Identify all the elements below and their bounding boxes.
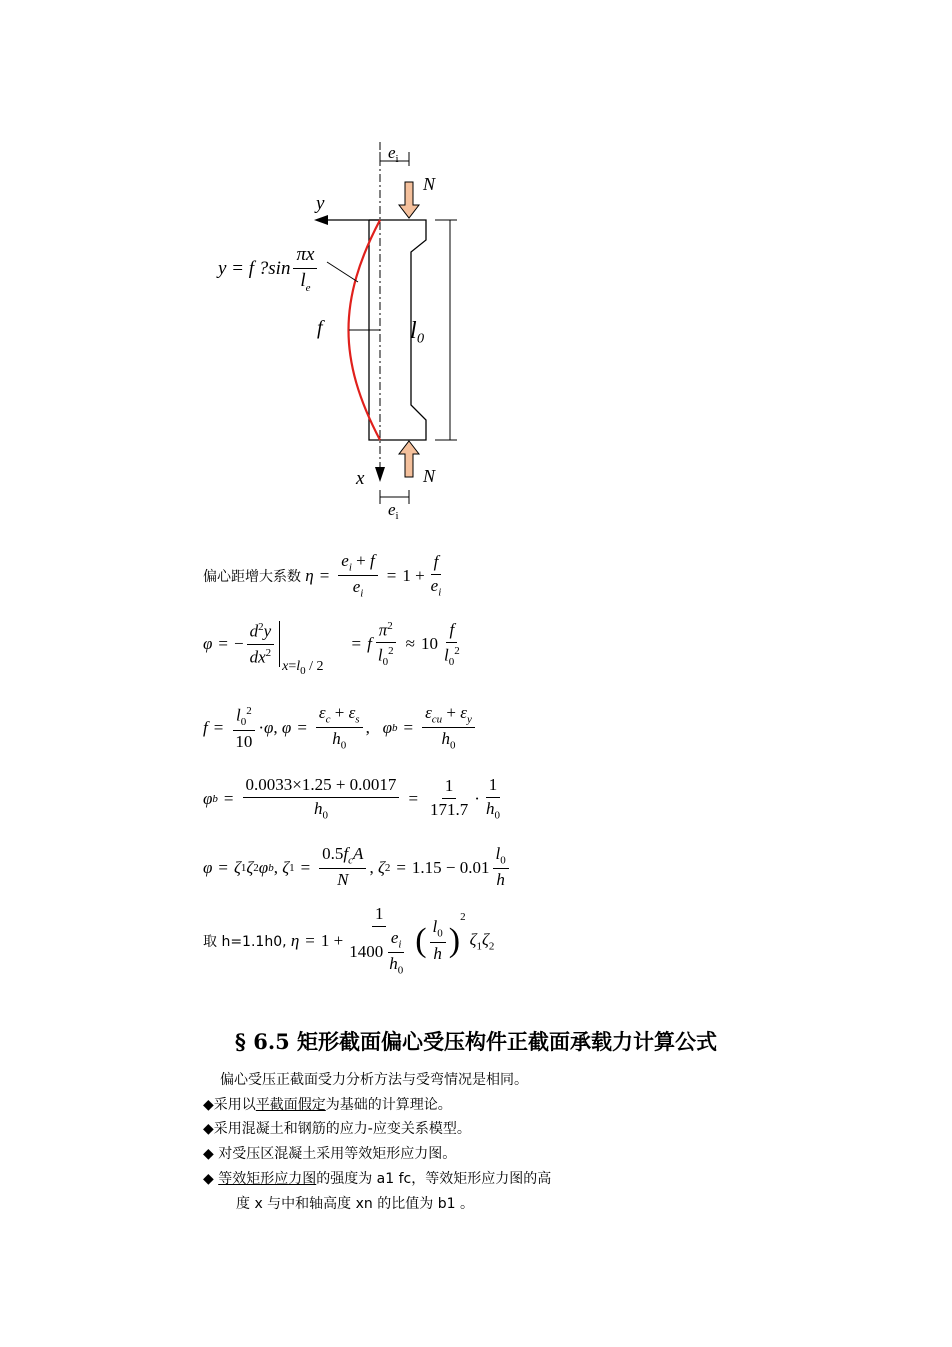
section-title: § 6.5 矩形截面偏心受压构件正截面承载力计算公式 [234, 1029, 718, 1054]
n-top-label: N [423, 174, 436, 194]
bullet-plane-section: ◆采用以平截面假定为基础的计算理论。 [203, 1097, 452, 1113]
x-axis-label: x [356, 468, 365, 489]
curve-formula-text: y = f ?sin [218, 258, 291, 280]
curve-formula [218, 245, 320, 294]
equation-f-phi: f = $\frac{l_0^2}{10}$ · φ , φ = $\frac{\varepsilon_c + \varepsilon_s}{h_0}$ , φ b = $\frac{\varepsilon_{cu} + \varepsilon_y}{h_0}$ [203, 704, 478, 752]
f-label: f [317, 317, 323, 339]
bullet-constitutive: ◆采用混凝土和钢筋的应力-应变关系模型。 [203, 1121, 471, 1137]
equation-zeta: φ = ζ 1 ζ 2 φ b , ζ 1 = $\frac{0.5f_cA}{N}$ , ζ 2 = 1.15 − 0.01 $\frac{l_0}{h}$ [203, 845, 512, 890]
ei-bottom-label: $e_i$ [388, 500, 399, 522]
load-arrow-top [399, 182, 419, 218]
equation-phi-b: φ b = $\frac{0.0033\times 1.25 + 0.0017}{h_0}$ = $\frac{1}{171.7}$ · $\frac{1}{h_0}$ [203, 775, 500, 822]
curve-formula-den: $l_e$ [300, 269, 311, 294]
curve-formula-fraction [293, 245, 317, 294]
eccentric-column-diagram [180, 130, 500, 530]
eta-final-prefix: 取 h=1.1h0, [203, 933, 287, 950]
eta-label: 偏心距增大系数 [203, 568, 301, 585]
curve-formula-num: πx [293, 245, 317, 269]
equation-eta: 偏心距增大系数 η = $\frac{e_i + f}{e_i}$ = 1 + $\frac{f}{e_i}$ [203, 551, 442, 600]
bullet-block-strength: ◆ 等效矩形应力图的强度为 a1 fc，等效矩形应力图的高 [203, 1171, 552, 1187]
l0-label: l₀ [410, 318, 426, 344]
ei-top-label: $e_i$ [388, 143, 399, 165]
y-axis-label: y [316, 193, 325, 214]
n-bottom-label: N [423, 466, 436, 486]
intro-line: 偏心受压正截面受力分析方法与受弯情况是相同。 [220, 1072, 528, 1088]
formula-leader [327, 262, 358, 282]
equation-curvature: φ = − $\frac{d^2y}{dx^2}$ $x=l_0 / 2$ = f $\frac{\pi^2}{l_0^2}$ ≈ 10 $\frac{f}{l_0^2}$ [203, 619, 460, 678]
bullet-equivalent-block: ◆ 对受压区混凝土采用等效矩形应力图。 [203, 1146, 457, 1162]
y-axis-arrowhead [314, 215, 328, 225]
load-arrow-bottom [399, 441, 419, 477]
bullet-block-strength-cont: 度 x 与中和轴高度 xn 的比值为 b1 。 [236, 1196, 474, 1212]
x-axis-arrowhead [375, 467, 385, 482]
equation-eta-final: 取 h=1.1h0, η = 1 + 1 1400 $\frac{e_i}{h_0}$ ( $\frac{l_0}{h}$ ) 2 $\zeta_1\zeta_2$ [203, 904, 495, 977]
